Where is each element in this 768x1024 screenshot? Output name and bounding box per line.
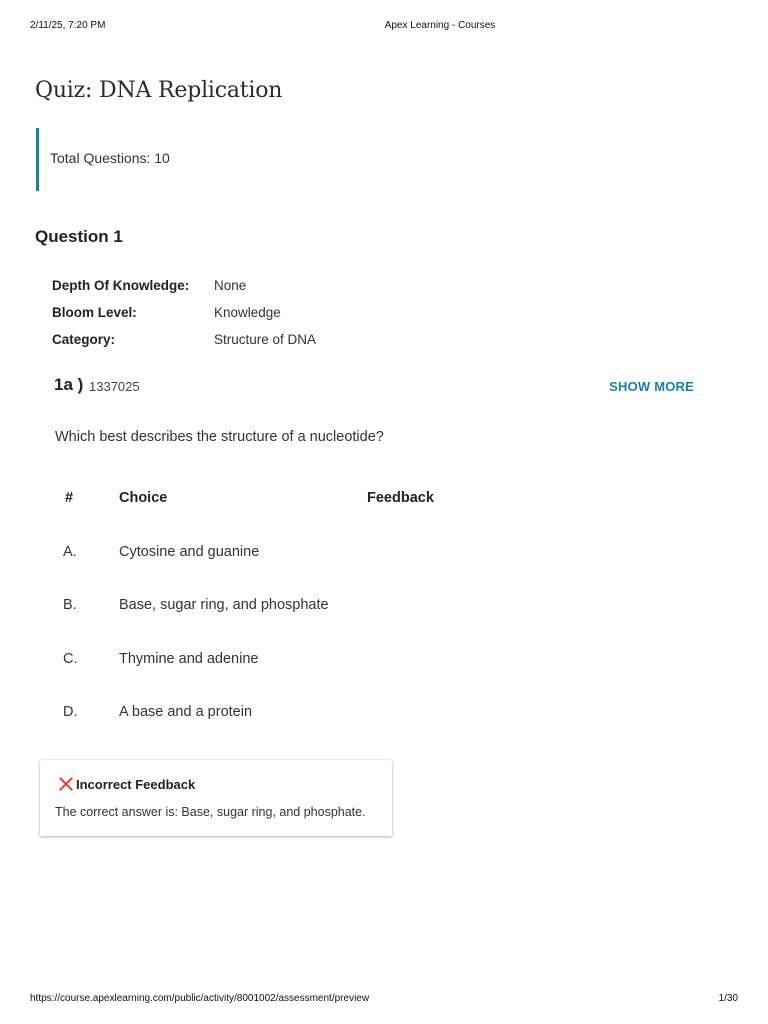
meta-value: Structure of DNA: [214, 332, 317, 347]
table-row: [55, 544, 705, 597]
table-row: [55, 651, 705, 704]
meta-value: None: [214, 278, 247, 293]
incorrect-feedback-text: The correct answer is: Base, sugar ring, and phosphate.: [55, 805, 366, 819]
close-x-icon: [58, 776, 74, 792]
table-header-feedback: Feedback: [367, 490, 434, 506]
choice-letter: C.: [63, 651, 78, 667]
choice-text: Thymine and adenine: [119, 651, 259, 667]
print-page-title: Apex Learning - Courses: [384, 20, 496, 31]
table-header-choice: Choice: [119, 490, 168, 506]
question-heading: Question 1: [35, 227, 123, 246]
meta-value: Knowledge: [214, 305, 281, 320]
choice-text: Base, sugar ring, and phosphate: [119, 597, 329, 613]
choice-letter: D.: [63, 704, 78, 720]
table-row: [55, 704, 705, 757]
meta-label: Depth Of Knowledge:: [52, 278, 190, 293]
question-item-id: 1337025: [89, 379, 140, 394]
meta-label: Category:: [52, 332, 116, 347]
page-title: Quiz: DNA Replication: [35, 78, 283, 103]
print-datetime: 2/11/25, 7:20 PM: [30, 20, 106, 31]
total-questions-text: Total Questions: 10: [50, 150, 170, 166]
incorrect-feedback-title: Incorrect Feedback: [76, 777, 196, 792]
print-footer: [0, 993, 768, 1007]
meta-label: Bloom Level:: [52, 305, 137, 320]
total-questions-callout: [36, 128, 336, 191]
question-part-number: 1a ): [54, 375, 84, 394]
print-page-count: 1/30: [718, 993, 738, 1004]
choice-letter: B.: [63, 597, 77, 613]
choice-text: Cytosine and guanine: [119, 544, 260, 560]
table-row: [55, 597, 705, 650]
question-prompt: Which best describes the structure of a nucleotide?: [55, 429, 384, 445]
show-more-button[interactable]: SHOW MORE: [609, 379, 694, 394]
choice-text: A base and a protein: [119, 704, 253, 720]
print-header: [0, 20, 768, 34]
print-url: https://course.apexlearning.com/public/activity/8001002/assessment/preview: [30, 993, 370, 1004]
incorrect-feedback-card: [40, 760, 392, 836]
table-header-number: #: [65, 490, 74, 506]
choice-letter: A.: [63, 544, 77, 560]
